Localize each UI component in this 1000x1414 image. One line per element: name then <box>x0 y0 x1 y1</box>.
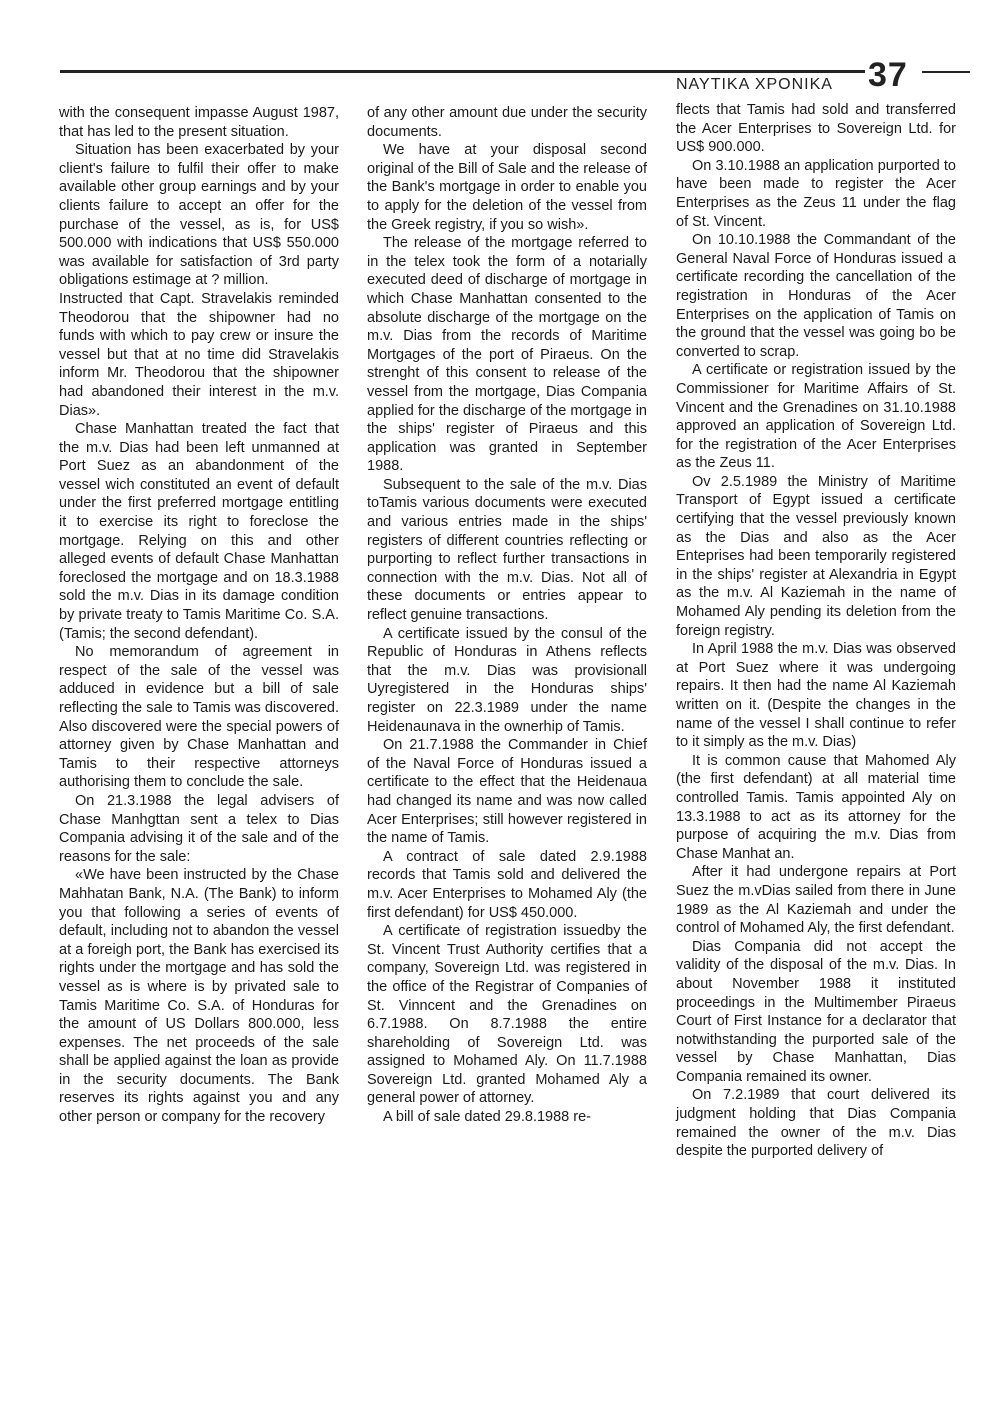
paragraph: On 10.10.1988 the Commandant of the General Naval Force of Honduras issued a certificate recording the cancellation of the registration in Honduras of the Acer Enterprises on the application of Tamis on the ground that the vessel was going bo be converted to scrap. <box>676 232 956 360</box>
paragraph: of any other amount due under the security documents. <box>367 105 647 140</box>
paragraph: Subsequent to the sale of the m.v. Dias toTamis various documents were executed and various entries made in the ships' registers of different countries reflecting or purporting to reflect further transactions in connection with the m.v. Dias. Not all of these documents or entries appear to reflect genuine transactions. <box>367 476 647 624</box>
paragraph: On 7.2.1989 that court delivered its judgment holding that Dias Compania remained the owner of the m.v. Dias despite the purported delivery of <box>676 1087 956 1160</box>
paragraph: A certificate of registration issuedby the St. Vincent Trust Authority certifies that a company, Sovereign Ltd. was registered in the office of the Registrar of Companies of St. Vinncent and the Grenadines on 6.7.1988. On 8.7.1988 the entire shareholding of Sovereign Ltd. was assigned to Mohamed Aly. On 11.7.1988 Sovereign Ltd. granted Mohamed Aly a general power of attorney. <box>367 923 647 1107</box>
paragraph: We have at your disposal second original of the Bill of Sale and the release of the Bank's mortgage in order to enable you to apply for the deletion of the vessel from the Greek registry, if you so wish». <box>367 142 647 233</box>
header-rule-right <box>922 71 970 73</box>
paragraph: A certificate issued by the consul of the Republic of Honduras in Athens reflects that the m.v. Dias was provisionall Uyregistered in the Honduras ships' register on 22.3.1989 under the name Heidenaunava in the ownerhip of Tamis. <box>367 625 647 735</box>
paragraph: Dias Compania did not accept the validity of the disposal of the m.v. Dias. In about November 1988 it instituted proceedings in the Multimember Piraeus Court of First Instance for a declarator that notwithstanding the purported sale of the vessel by Chase Manhattan, Dias Compania remained its owner. <box>676 938 956 1085</box>
paragraph: It is common cause that Mahomed Aly (the first defendant) at all material time controlled Tamis. Tamis appointed Aly on 13.3.1988 to act as its attorney for the purpose of acquiring the m.v. Dias from Chase Manhat an. <box>676 752 956 862</box>
paragraph: A bill of sale dated 29.8.1988 re- <box>383 1109 591 1126</box>
paragraph: A certificate or registration issued by the Commissioner for Maritime Affairs of St. Vincent and the Grenadines on 31.10.1988 approved an application of Sovereign Ltd. for the registration of the Acer Enterprises as the Zeus 11. <box>676 362 956 472</box>
paragraph: On 21.3.1988 the legal advisers of Chase Manhgttan sent a telex to Dias Compania advising it of the sale and of the reasons for the sale: <box>59 792 339 865</box>
paragraph: Instructed that Capt. Stravelakis reminded Theodorou that the shipowner had no funds with which to pay crew or insure the vessel but that at no time did Stravelakis inform Mr. Theodorou that the shipowner had abandoned their interest in the m.v. Dias». <box>59 290 339 419</box>
column-1 <box>59 104 339 1127</box>
paragraph: Ov 2.5.1989 the Ministry of Maritime Transport of Egypt issued a certificate certifying that the vessel previously known as the Dias and also as the Acer Enteprises had been temporarily registered in the ships' register at Alexandria in Egypt as the m.v. Al Kaziemah in the name of Mohamed Aly pending its deletion from the foreign registry. <box>676 473 956 639</box>
column-2 <box>367 104 647 1127</box>
paragraph: A contract of sale dated 2.9.1988 records that Tamis sold and delivered the m.v. Acer Enterprises to Mohamed Aly (the first defendant) for US$ 450.000. <box>367 848 647 921</box>
paragraph: flects that Tamis had sold and transferred the Acer Enterprises to Sovereign Ltd. for US$ 900.000. <box>676 102 956 156</box>
running-header: ΝΑΥΤΙΚΑ ΧΡΟΝΙΚΑ <box>676 76 833 93</box>
paragraph: with the consequent impasse August 1987, that has led to the present situation. <box>59 105 339 140</box>
paragraph: «We have been instructed by the Chase Mahhatan Bank, N.A. (The Bank) to inform you that following a series of events of default, including not to abandon the vessel at a foreigh port, the Bank has exercised its rights under the mortgage and has sold the vessel as is where is by privated sale to Tamis Maritime Co. S.A. of Honduras for the amount of US Dollars 800.000, less expenses. The net proceeds of the sale shall be applied against the loan as provide in the security documents. The Bank reserves its rights against you and any other person or company for the recovery <box>59 867 339 1126</box>
paragraph: In April 1988 the m.v. Dias was observed at Port Suez where it was undergoing repairs. It then had the name Al Kaziemah written on it. (Despite the changes in the name of the vessel I shall continue to refer to it simply as the m.v. Dias) <box>676 641 956 751</box>
paragraph: The release of the mortgage referred to in the telex took the form of a notarially executed deed of discharge of mortgage in which Chase Manhattan consented to the absolute discharge of the mortgage on the m.v. Dias from the records of Maritime Mortgages of the port of Piraeus. On the strenght of this consent to release of the vessel from the mortgage, Dias Compania applied for the discharge of the mortgage in the ships' register of Piraeus and this application was granted in September 1988. <box>367 235 647 475</box>
column-3 <box>676 101 956 1161</box>
paragraph: On 21.7.1988 the Commander in Chief of the Naval Force of Honduras issued a certificate to the effect that the Heidenaua had changed its name and was now called Acer Enterprises; still however registered in the name of Tamis. <box>367 737 647 847</box>
paragraph: On 3.10.1988 an application purported to have been made to register the Acer Enterprises as the Zeus 11 under the flag of St. Vincent. <box>676 157 956 230</box>
paragraph: No memorandum of agreement in respect of the sale of the vessel was adduced in evidence but a bill of sale reflecting the sale to Tamis was discovered. Also discovered were the special powers of attorney given by Chase Manhattan and Tamis to their respective attorneys authorising them to conclude the sale. <box>59 644 339 791</box>
paragraph: Situation has been exacerbated by your client's failure to fulfil their offer to make available other group earnings and by your clients failure to accept an offer for the purchase of the vessel, as is, for US$ 500.000 with indications that US$ 550.000 was available for satisfaction of 3rd party obligations estimage at ? million. <box>59 142 339 289</box>
header-rule <box>60 70 865 73</box>
paragraph: After it had undergone repairs at Port Suez the m.vDias sailed from there in June 1989 as the Al Kaziemah and under the control of Mohamed Aly, the first defendant. <box>676 864 956 937</box>
page-number: 37 <box>868 56 908 94</box>
paragraph: Chase Manhattan treated the fact that the m.v. Dias had been left unmanned at Port Suez as an abandonment of the vessel wich constituted an event of default under the first preferred mortgage entitling it to exercise its right to foreclose the mortgage. Relying on this and other alleged events of default Chase Manhattan foreclosed the mortgage and on 18.3.1988 sold the m.v. Dias in its damage condition by private treaty to Tamis Maritime Co. S.A. (Tamis; the second defendant). <box>59 421 339 642</box>
